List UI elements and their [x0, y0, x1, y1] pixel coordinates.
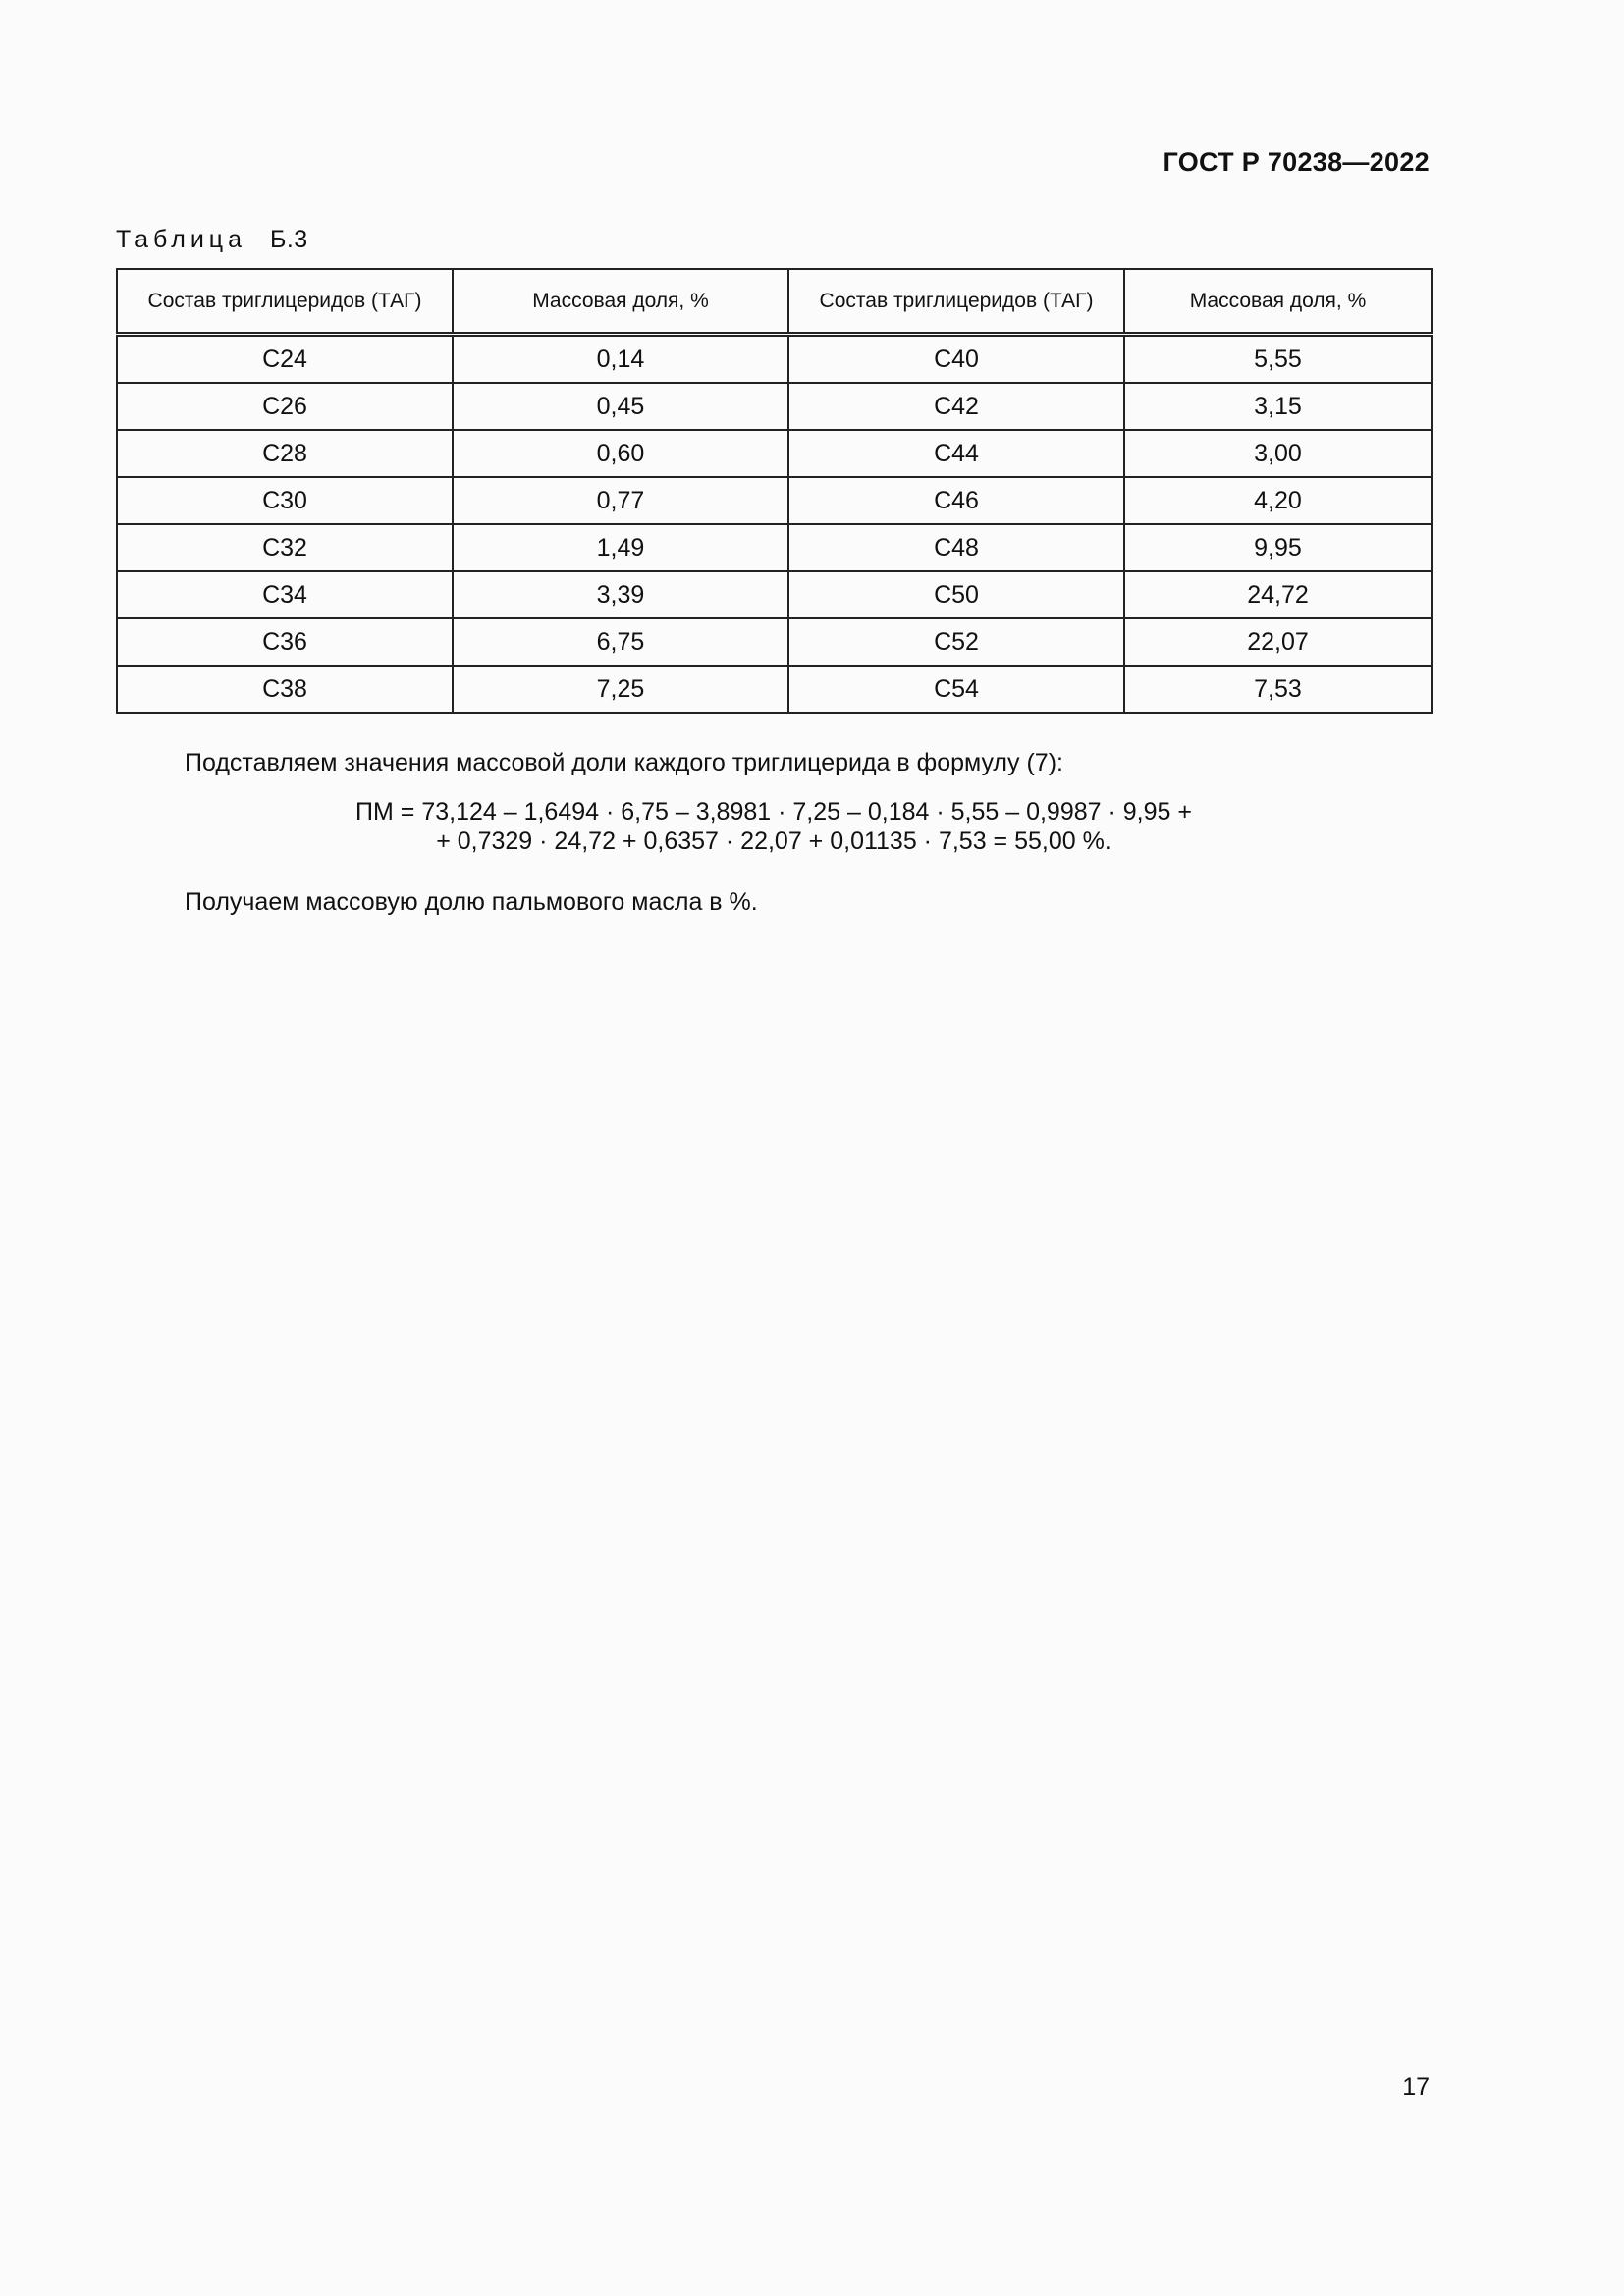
conclusion-paragraph: Получаем массовую долю пальмового масла в %. — [185, 888, 758, 916]
table-cell: 24,72 — [1124, 571, 1432, 618]
table-row — [117, 666, 1432, 713]
table-cell: 7,25 — [453, 666, 788, 713]
header-composition-1: Состав триглицеридов (ТАГ) — [117, 269, 453, 335]
table-cell: С40 — [788, 335, 1124, 384]
table-cell: 1,49 — [453, 524, 788, 571]
table-cell: С42 — [788, 383, 1124, 430]
table-cell: 0,14 — [453, 335, 788, 384]
table-cell: С54 — [788, 666, 1124, 713]
table-cell: С44 — [788, 430, 1124, 477]
table-cell: С28 — [117, 430, 453, 477]
table-cell: С30 — [117, 477, 453, 524]
table-cell: 22,07 — [1124, 618, 1432, 666]
page-number: 17 — [1402, 2073, 1430, 2101]
table-cell: С50 — [788, 571, 1124, 618]
table-cell: С24 — [117, 335, 453, 384]
table-cell: 7,53 — [1124, 666, 1432, 713]
intro-paragraph: Подставляем значения массовой доли каждого триглицерида в формулу (7): — [185, 749, 1063, 776]
formula-line-2: + 0,7329 · 24,72 + 0,6357 · 22,07 + 0,01135 · 7,53 = 55,00 %. — [436, 828, 1111, 855]
header-mass-fraction-2: Массовая доля, % — [1124, 269, 1432, 335]
formula-line-1: ПМ = 73,124 – 1,6494 · 6,75 – 3,8981 · 7,25 – 0,184 · 5,55 – 0,9987 · 9,95 + — [355, 798, 1192, 826]
table-caption-word: Таблица — [116, 226, 247, 253]
table-cell: С52 — [788, 618, 1124, 666]
table-row — [117, 524, 1432, 571]
table-cell: 3,39 — [453, 571, 788, 618]
table-cell: С26 — [117, 383, 453, 430]
table-cell: 9,95 — [1124, 524, 1432, 571]
table-row — [117, 430, 1432, 477]
table-cell: 3,15 — [1124, 383, 1432, 430]
table-cell: 0,45 — [453, 383, 788, 430]
table-caption — [116, 226, 308, 254]
table-cell: С38 — [117, 666, 453, 713]
table-cell: С36 — [117, 618, 453, 666]
table-row — [117, 571, 1432, 618]
table-cell: 0,77 — [453, 477, 788, 524]
table-cell: 5,55 — [1124, 335, 1432, 384]
document-id: ГОСТ Р 70238—2022 — [1163, 147, 1430, 177]
triglyceride-table — [116, 268, 1433, 714]
table-caption-number: Б.3 — [269, 226, 308, 253]
table-cell: С48 — [788, 524, 1124, 571]
table-cell: С32 — [117, 524, 453, 571]
table-cell: 6,75 — [453, 618, 788, 666]
table-row — [117, 618, 1432, 666]
header-mass-fraction-1: Массовая доля, % — [453, 269, 788, 335]
table-row — [117, 335, 1432, 384]
formula — [0, 797, 1547, 856]
table-cell: С34 — [117, 571, 453, 618]
table-cell: 3,00 — [1124, 430, 1432, 477]
table-header-row — [117, 269, 1432, 335]
table-cell: 0,60 — [453, 430, 788, 477]
table-cell: 4,20 — [1124, 477, 1432, 524]
table-row — [117, 383, 1432, 430]
table-cell: С46 — [788, 477, 1124, 524]
table-row — [117, 477, 1432, 524]
header-composition-2: Состав триглицеридов (ТАГ) — [788, 269, 1124, 335]
